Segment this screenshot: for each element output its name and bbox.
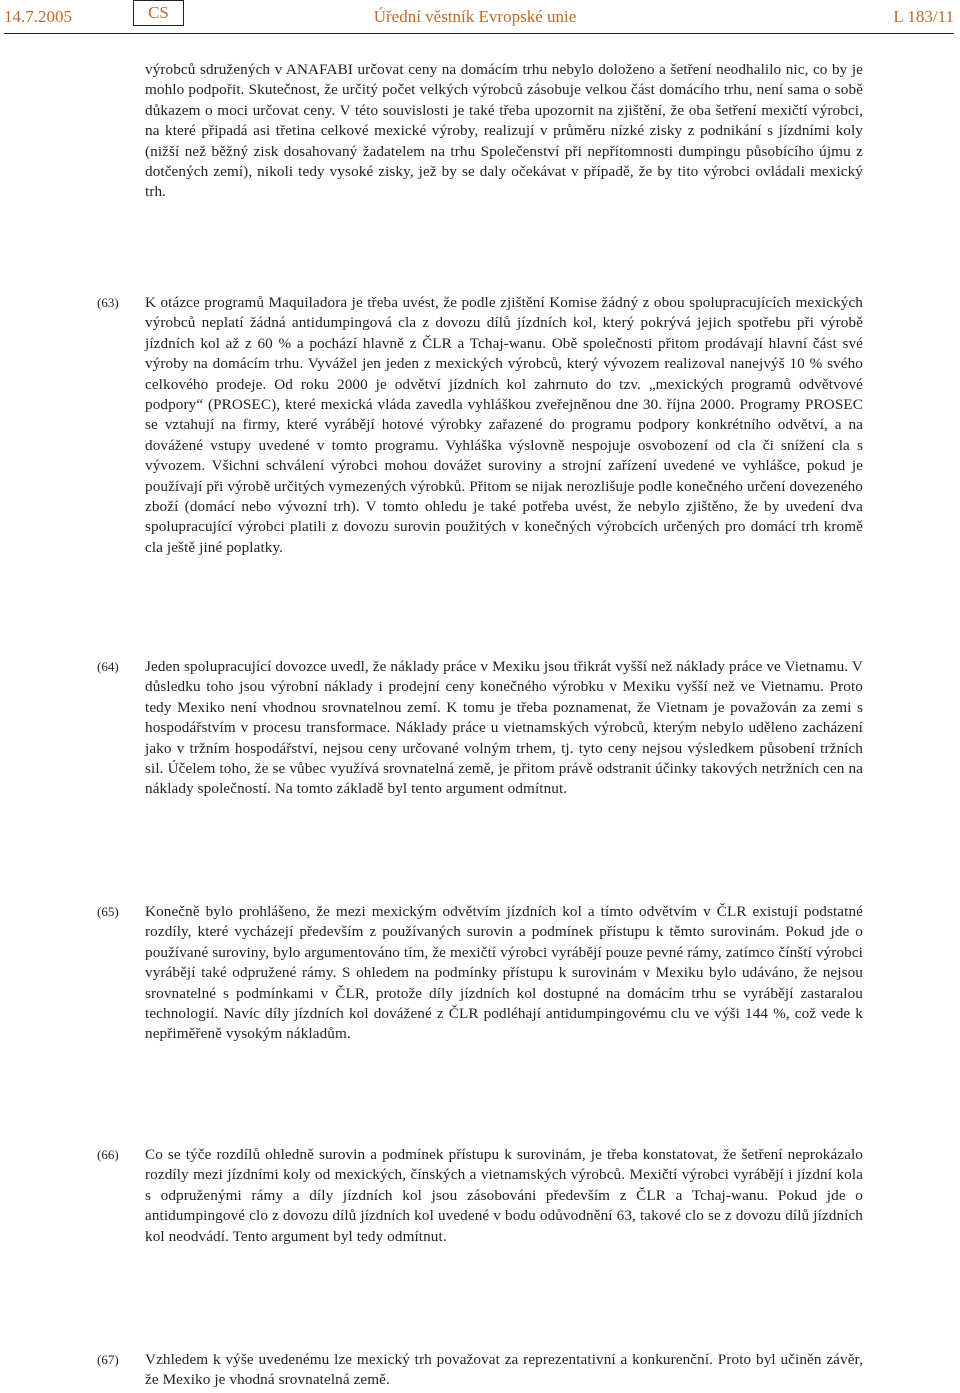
paragraph-number: (67) <box>97 1352 119 1367</box>
header-rule <box>4 33 954 34</box>
paragraph-text: Jeden spolupracující dovozce uvedl, že náklady práce v Mexiku jsou třikrát vyšší než náklady práce ve Vietnamu. V důsledku toho jsou výrobní náklady i prodejní ceny konečného výrobku v Mexiku vyšší než ve Vietnamu. Proto tedy Mexiko není vhodnou srovnatelnou zemí. K tomu je třeba poznamenat, že Vietnam je považován za zemi s hospodářstvím v procesu transformace. Náklady práce u vietnamských výrobců, kterým nebylo uděleno zacházení jako v tržním hospodářství, nejsou ceny určované volným trhem, tj. tyto ceny nejsou výsledkem působení tržních sil. Účelem toho, že se vůbec využívá srovnatelná země, je přitom právě odstranit účinky takových netržních cen na náklady společností. Na tomto základě byl tento argument odmítnut. <box>145 658 863 798</box>
header-date: 14.7.2005 <box>4 7 72 26</box>
page-header <box>0 0 960 35</box>
paragraph-continuation <box>145 60 863 203</box>
journal-title: Úřední věstník Evropské unie <box>373 7 577 26</box>
paragraph-number: (63) <box>97 295 119 310</box>
paragraph-text: Vzhledem k výše uvedenému lze mexický trh považovat za reprezentativní a konkurenční. Proto byl učiněn závěr, že Mexiko je vhodná srovnatelná země. <box>145 1351 863 1389</box>
paragraph-66 <box>145 1145 863 1247</box>
paragraph-text: výrobců sdružených v ANAFABI určovat ceny na domácím trhu nebylo doloženo a šetření neodhalilo nic, co by je mohlo podpořit. Skutečnost, že určitý počet velkých výrobců zásobuje velkou část domácího trhu, není sama o sobě důkazem o moci určovat ceny. V této souvislosti je také třeba upozornit na zjištění, že oba šetření mexičtí výrobci, na které připadá asi třetina celkové mexické výroby, realizují v průměru nízké zisky z podnikání s jízdními koly (nižší než běžný zisk dosahovaný žadatelem na trhu Společenství při nepřítomnosti dumpingu působícího újmu z dotčených zemí), nikoli tedy vysoké zisky, jež by se daly očekávat v případě, že by tito výrobci ovládali mexický trh. <box>145 61 863 201</box>
page-reference: L 183/11 <box>893 7 954 26</box>
paragraph-text: Co se týče rozdílů ohledně surovin a podmínek přístupu k surovinám, je třeba konstatovat, že šetření neprokázalo rozdíly mezi jízdními koly od mexických, čínských a vietnamských výrobců. Mexičtí výrobci vyrábějí i jízdní kola s odpruženými rámy a díly jízdních kol jsou zásobováni především z ČLR a Tchaj-wanu. Pokud jde o antidumpingové clo z dovozu dílů jízdních kol uvedené v bodu odůvodnění 63, takové clo se z dovozu dílů jízdních kol neodvádí. Tento argument byl tedy odmítnut. <box>145 1146 863 1245</box>
paragraph-text: Konečně bylo prohlášeno, že mezi mexickým odvětvím jízdních kol a tímto odvětvím v ČLR existují podstatné rozdíly, které vycházejí především z používaných surovin a podmínek přístupu k těmto surovinám. Pokud jde o používané suroviny, bylo argumentováno tím, že mexičtí výrobci vyrábějí pouze pevné rámy, zatímco čínští výrobci vyrábějí také odpružené rámy. S ohledem na podmínky přístupu k surovinám v Mexiku bylo udáváno, že nejsou srovnatelné s podmínkami v ČLR, protože díly jízdních kol dostupné na domácím trhu se vyrábějí zastaralou technologií. Navíc díly jízdních kol dovážené z ČLR podléhají antidumpingovému clu ve výši 144 %, což vede k nepřiměřeně vysokým nákladům. <box>145 903 863 1043</box>
paragraph-64 <box>145 657 863 800</box>
paragraph-number: (65) <box>97 904 119 919</box>
paragraph-65 <box>145 902 863 1045</box>
paragraph-67 <box>145 1350 863 1391</box>
paragraph-number: (64) <box>97 659 119 674</box>
paragraph-number: (66) <box>97 1147 119 1162</box>
paragraph-text: K otázce programů Maquiladora je třeba uvést, že podle zjištění Komise žádný z obou spolupracujících mexických výrobců neplatí žádná antidumpingová cla z dovozu dílů jízdních kol, který pokrývá jejich spotřebu při výrobě jízdních kol až z 60 % a pochází hlavně z ČLR a Tchaj-wanu. Obě společnosti přitom prodávají hlavní část své výroby na domácím trhu. Vyvážel jen jeden z mexických výrobců, který vývozem realizoval nanejvýš 10 % svého celkového prodeje. Od roku 2000 je odvětví jízdních kol zahrnuto do tzv. „mexických programů odvětvové podpory“ (PROSEC), které mexická vláda zavedla vyhláškou zveřejněnou dne 30. října 2000. Programy PROSEC se vztahují na firmy, které vyrábějí hotové výrobky zařazené do programu podpory konkrétního odvětví, a na dovážené vstupy uvedené v tomto programu. Vyhláška výslovně nespojuje osvobození od cla či snížení cla s vývozem. Všichni schválení výrobci mohou dovážet suroviny a strojní zařízení uvedené ve vyhlášce, pokud je používají při výrobě určitých vymezených výrobků. Přitom se nijak nerozlišuje podle konečného určení dovezeného zboží (domácí nebo vývozní trh). V tomto ohledu je také potřeba uvést, že nebylo zjištěno, že by uvedení dva spolupracující výrobci platili z dovozu surovin použitých v konečných výrobcích určených pro domácí trh kromě cla ještě jiné poplatky. <box>145 294 863 556</box>
language-badge: CS <box>133 0 184 26</box>
paragraph-63 <box>145 293 863 558</box>
